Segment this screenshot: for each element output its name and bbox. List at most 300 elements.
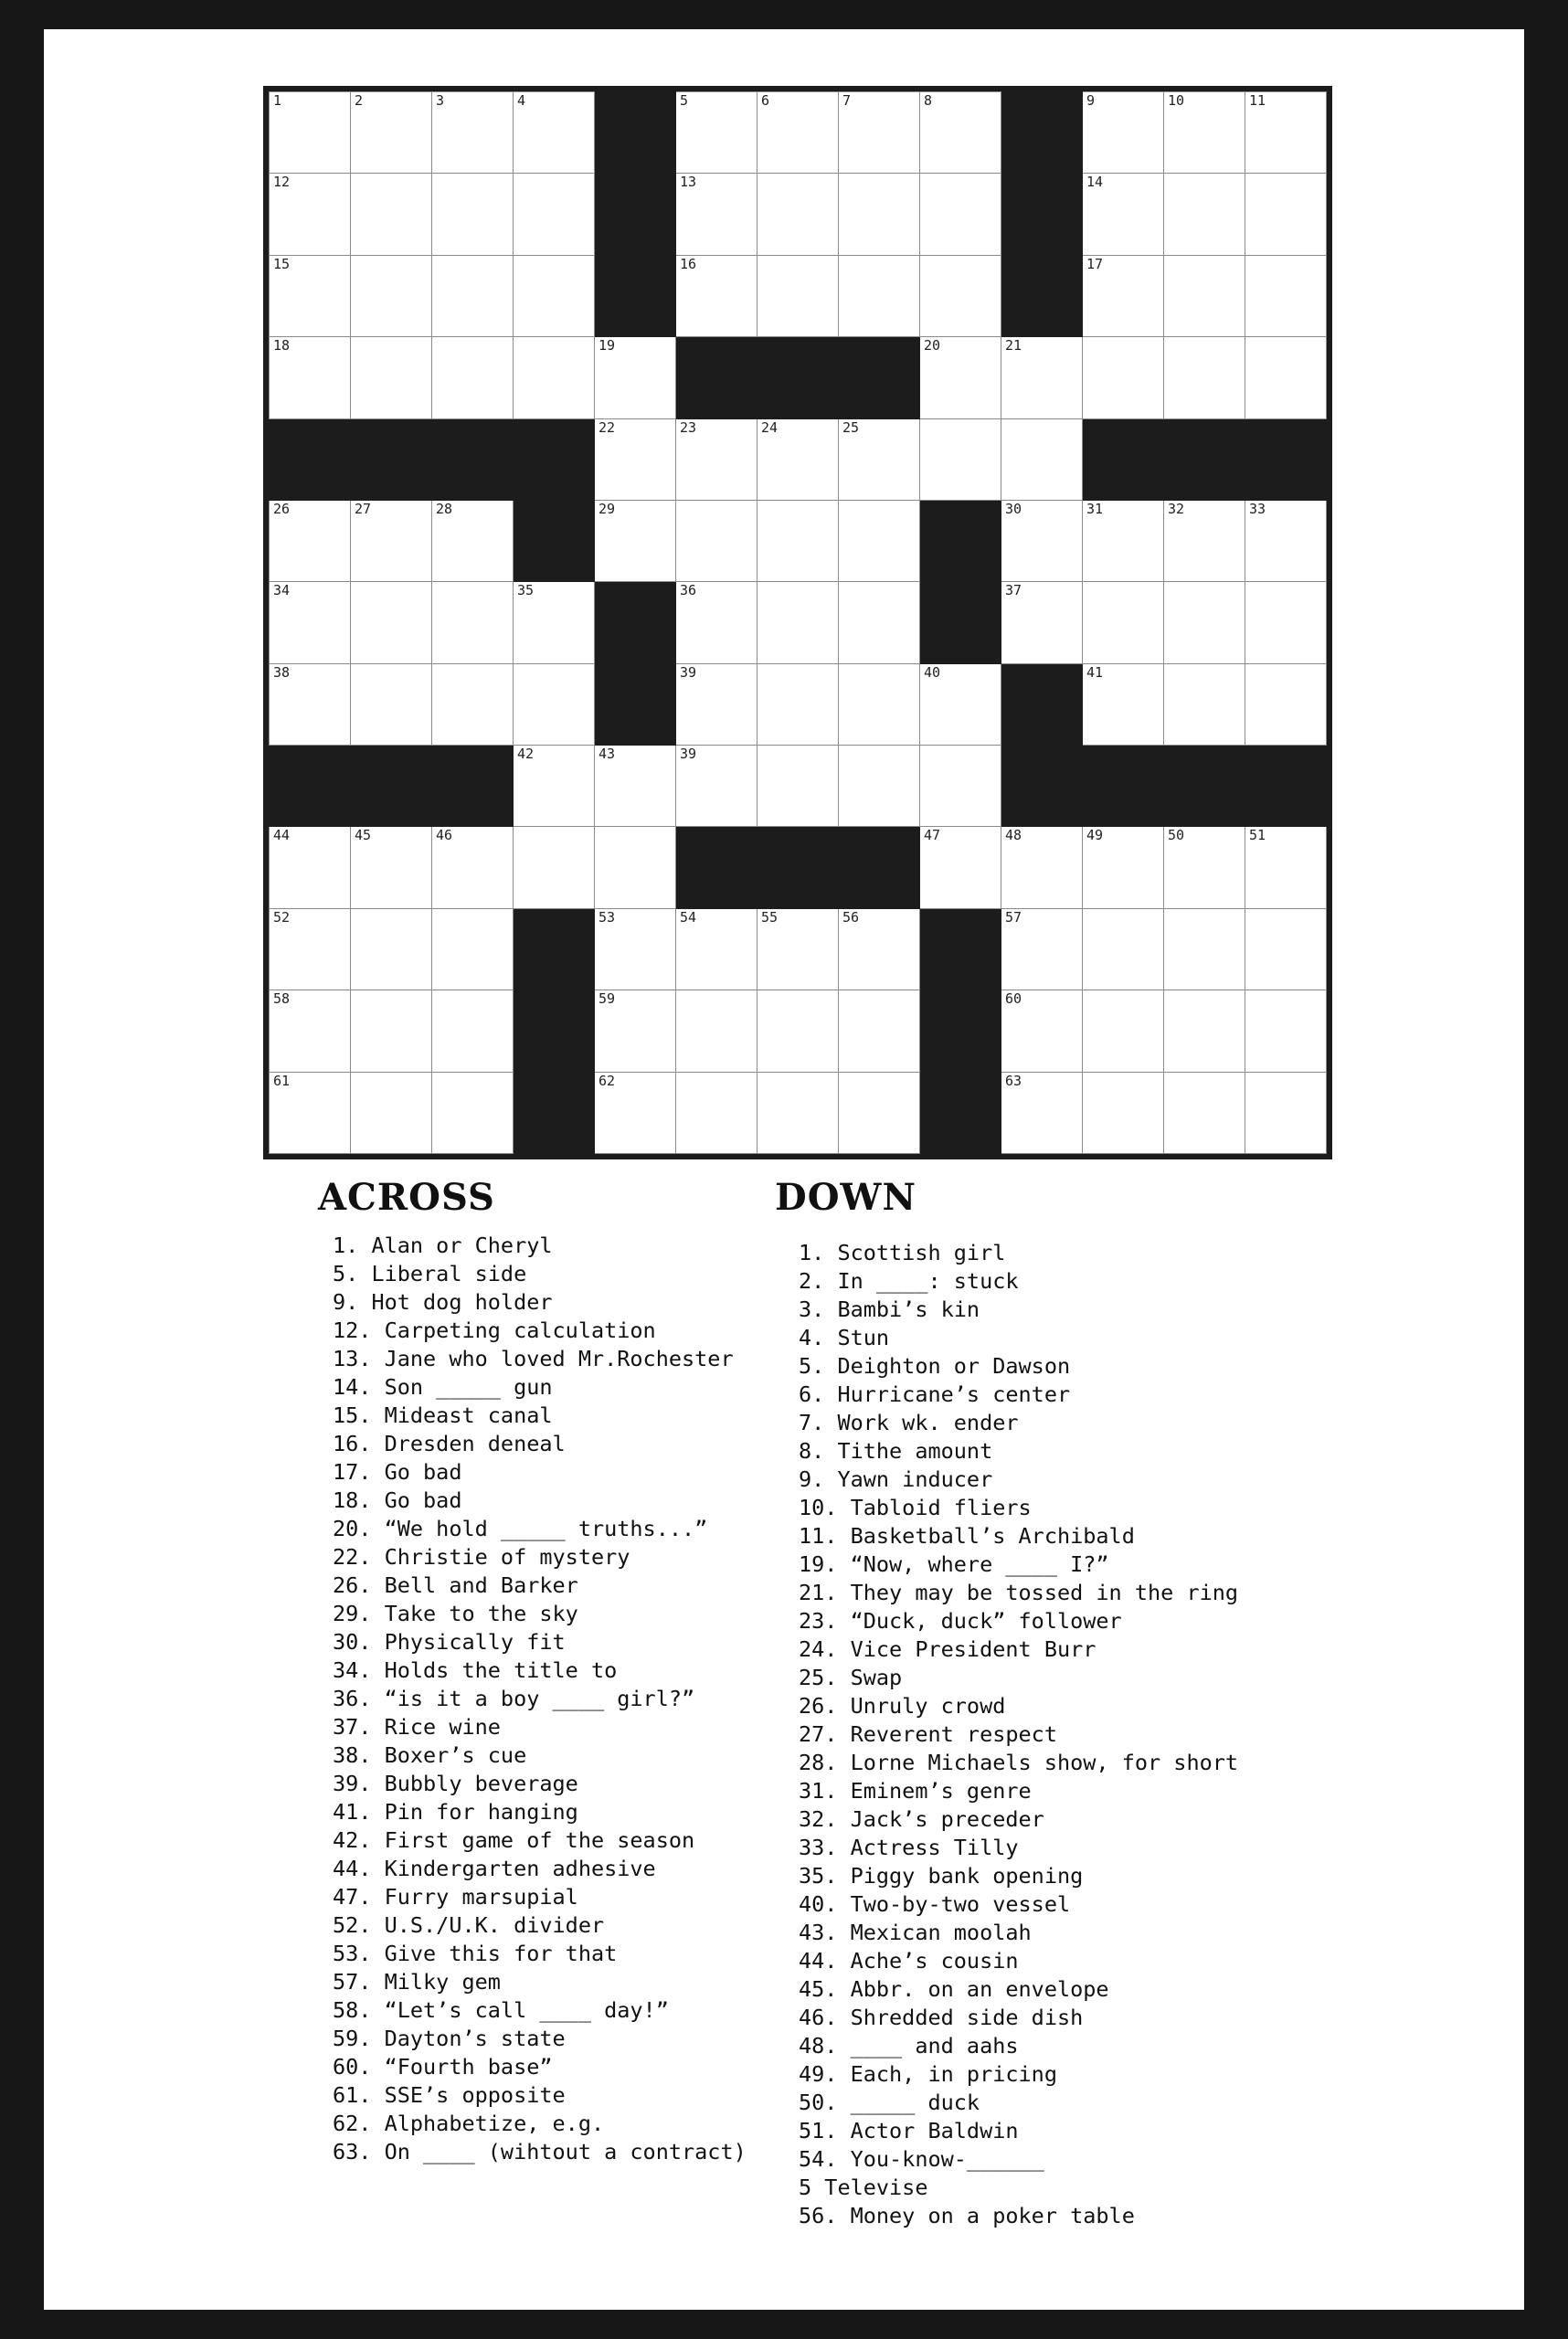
clue-item: 22. Christie of mystery (333, 1544, 630, 1570)
grid-cell-block (595, 92, 676, 174)
grid-cell[interactable] (676, 255, 758, 336)
grid-cell-block (1001, 663, 1083, 745)
grid-cell[interactable] (270, 582, 351, 663)
clue-item: 56. Money on a poker table (799, 2203, 1135, 2228)
grid-cell-block (758, 827, 839, 908)
grid-cell[interactable] (839, 990, 920, 1072)
grid-cell-number: 9 (1086, 92, 1096, 109)
grid-cell[interactable] (676, 174, 758, 255)
grid-cell-number: 55 (761, 908, 779, 926)
grid-cell-block (920, 1072, 1001, 1154)
grid-cell[interactable] (270, 827, 351, 908)
grid-cell[interactable] (758, 990, 839, 1072)
grid-cell[interactable] (595, 908, 676, 990)
grid-cell[interactable] (270, 500, 351, 581)
grid-cell-number: 39 (680, 663, 697, 681)
grid-cell[interactable] (1001, 990, 1083, 1072)
crossword-grid-container[interactable] (263, 86, 1332, 1159)
clue-item: 8. Tithe amount (799, 1438, 993, 1464)
grid-cell[interactable] (595, 337, 676, 418)
grid-cell-number: 21 (1005, 337, 1022, 355)
grid-cell-block (595, 663, 676, 745)
grid-cell-number: 63 (1005, 1072, 1022, 1089)
grid-cell-block (758, 337, 839, 418)
grid-cell[interactable] (1083, 255, 1164, 336)
clue-item: 18. Go bad (333, 1487, 462, 1513)
grid-cell-number: 18 (273, 337, 291, 355)
grid-row (270, 255, 1327, 336)
grid-cell[interactable] (1164, 990, 1245, 1072)
grid-cell-block (1245, 746, 1327, 827)
grid-cell-block (270, 418, 351, 500)
grid-cell[interactable] (1001, 337, 1083, 418)
across-clue-list (318, 1232, 793, 2166)
grid-cell[interactable] (432, 827, 514, 908)
grid-cell-number: 58 (273, 990, 291, 1008)
clue-item: 20. “We hold _____ truths...” (333, 1516, 708, 1541)
grid-row (270, 418, 1327, 500)
grid-cell[interactable] (270, 1072, 351, 1154)
grid-cell[interactable] (676, 1072, 758, 1154)
grid-cell-block (270, 746, 351, 827)
clue-item: 27. Reverent respect (799, 1721, 1057, 1747)
grid-cell-number: 42 (517, 746, 535, 762)
grid-cell[interactable] (351, 827, 432, 908)
clue-item: 9. Yawn inducer (799, 1466, 993, 1492)
grid-cell-block (514, 908, 595, 990)
grid-cell-block (432, 746, 514, 827)
clue-item: 34. Holds the title to (333, 1657, 618, 1683)
grid-cell-number: 16 (680, 255, 697, 272)
grid-cell[interactable] (1245, 500, 1327, 581)
grid-cell[interactable] (920, 418, 1001, 500)
grid-cell-block (351, 418, 432, 500)
grid-cell[interactable] (758, 418, 839, 500)
grid-cell-block (514, 418, 595, 500)
clue-item: 6. Hurricane’s center (799, 1381, 1071, 1407)
clue-item: 10. Tabloid fliers (799, 1495, 1032, 1520)
grid-cell[interactable] (514, 174, 595, 255)
grid-row (270, 827, 1327, 908)
grid-cell[interactable] (1083, 500, 1164, 581)
grid-cell[interactable] (595, 746, 676, 827)
clue-item: 59. Dayton’s state (333, 2026, 566, 2051)
grid-cell[interactable] (758, 255, 839, 336)
grid-cell[interactable] (351, 582, 432, 663)
grid-cell[interactable] (1164, 92, 1245, 174)
clue-item: 1. Scottish girl (799, 1240, 1006, 1265)
clue-item: 38. Boxer’s cue (333, 1742, 527, 1768)
clue-item: 29. Take to the sky (333, 1601, 578, 1626)
grid-cell-number: 31 (1086, 500, 1104, 517)
clue-item: 49. Each, in pricing (799, 2061, 1057, 2087)
grid-cell[interactable] (839, 255, 920, 336)
clue-item: 3. Bambi’s kin (799, 1297, 980, 1322)
grid-cell[interactable] (758, 1072, 839, 1154)
grid-cell-number: 45 (355, 827, 372, 844)
grid-cell[interactable] (270, 663, 351, 745)
clue-item: 39. Bubbly beverage (333, 1771, 578, 1796)
grid-cell-number: 22 (599, 418, 616, 436)
grid-cell[interactable] (920, 92, 1001, 174)
grid-cell[interactable] (1245, 174, 1327, 255)
grid-cell[interactable] (432, 255, 514, 336)
grid-cell-number: 39 (680, 746, 697, 762)
grid-cell[interactable] (676, 500, 758, 581)
grid-cell-number: 8 (924, 92, 933, 109)
grid-cell-number: 10 (1168, 92, 1185, 109)
grid-cell[interactable] (1164, 337, 1245, 418)
grid-cell[interactable] (351, 1072, 432, 1154)
clue-item: 53. Give this for that (333, 1941, 618, 1966)
grid-cell-number: 3 (436, 92, 445, 109)
clue-item: 61. SSE’s opposite (333, 2082, 566, 2108)
grid-cell[interactable] (676, 418, 758, 500)
down-column (775, 1176, 1287, 2230)
grid-cell[interactable] (432, 582, 514, 663)
grid-cell[interactable] (839, 174, 920, 255)
grid-cell[interactable] (676, 582, 758, 663)
grid-cell[interactable] (1083, 663, 1164, 745)
clue-item: 43. Mexican moolah (799, 1920, 1032, 1945)
clue-item: 41. Pin for hanging (333, 1799, 578, 1825)
grid-cell[interactable] (758, 92, 839, 174)
clue-item: 50. _____ duck (799, 2090, 980, 2115)
grid-cell[interactable] (351, 908, 432, 990)
grid-cell-number: 23 (680, 418, 697, 436)
clue-item: 5. Deighton or Dawson (799, 1353, 1071, 1379)
grid-cell[interactable] (758, 174, 839, 255)
grid-cell-block (676, 337, 758, 418)
grid-cell[interactable] (1245, 582, 1327, 663)
grid-cell-block (1001, 92, 1083, 174)
grid-cell-number: 51 (1249, 827, 1266, 844)
grid-cell-number: 50 (1168, 827, 1185, 844)
clue-item: 44. Kindergarten adhesive (333, 1856, 656, 1881)
clue-item: 21. They may be tossed in the ring (799, 1580, 1239, 1605)
grid-cell-number: 62 (599, 1072, 616, 1089)
grid-cell[interactable] (432, 1072, 514, 1154)
grid-cell-number: 14 (1086, 174, 1104, 191)
grid-cell-block (1245, 418, 1327, 500)
grid-cell[interactable] (676, 908, 758, 990)
grid-cell-number: 29 (599, 500, 616, 517)
grid-cell[interactable] (920, 337, 1001, 418)
grid-cell[interactable] (1164, 174, 1245, 255)
grid-cell[interactable] (595, 1072, 676, 1154)
grid-cell[interactable] (1083, 582, 1164, 663)
grid-row (270, 582, 1327, 663)
grid-cell-block (351, 746, 432, 827)
grid-cell[interactable] (1245, 1072, 1327, 1154)
grid-cell[interactable] (1245, 908, 1327, 990)
grid-cell-number: 2 (355, 92, 364, 109)
grid-cell[interactable] (758, 500, 839, 581)
grid-cell-block (1083, 418, 1164, 500)
grid-cell[interactable] (839, 908, 920, 990)
grid-row (270, 174, 1327, 255)
grid-cell-number: 11 (1249, 92, 1266, 109)
grid-cell[interactable] (514, 582, 595, 663)
grid-row (270, 746, 1327, 827)
grid-cell[interactable] (758, 663, 839, 745)
grid-cell[interactable] (270, 174, 351, 255)
clue-item: 33. Actress Tilly (799, 1835, 1019, 1860)
grid-cell-block (839, 337, 920, 418)
grid-cell[interactable] (1245, 337, 1327, 418)
grid-cell[interactable] (514, 663, 595, 745)
grid-cell[interactable] (1245, 255, 1327, 336)
clue-item: 13. Jane who loved Mr.Rochester (333, 1346, 734, 1371)
grid-cell-number: 35 (517, 582, 535, 599)
grid-cell-number: 57 (1005, 908, 1022, 926)
grid-cell[interactable] (1164, 255, 1245, 336)
grid-cell[interactable] (839, 92, 920, 174)
grid-cell[interactable] (351, 663, 432, 745)
grid-cell-block (1001, 174, 1083, 255)
across-heading: ACROSS (318, 1176, 495, 1219)
grid-cell-number: 46 (436, 827, 453, 844)
clue-item: 5 Televise (799, 2175, 928, 2200)
grid-cell[interactable] (676, 663, 758, 745)
grid-row (270, 337, 1327, 418)
grid-cell[interactable] (1001, 908, 1083, 990)
grid-cell-number: 40 (924, 663, 941, 681)
grid-cell[interactable] (595, 418, 676, 500)
clue-item: 9. Hot dog holder (333, 1289, 553, 1315)
grid-cell[interactable] (270, 255, 351, 336)
grid-cell[interactable] (1245, 663, 1327, 745)
grid-cell[interactable] (432, 990, 514, 1072)
clue-item: 31. Eminem’s genre (799, 1778, 1032, 1804)
grid-cell[interactable] (432, 500, 514, 581)
grid-cell[interactable] (270, 337, 351, 418)
grid-cell[interactable] (839, 582, 920, 663)
grid-cell-number: 34 (273, 582, 291, 599)
clue-item: 19. “Now, where ____ I?” (799, 1551, 1109, 1577)
grid-cell[interactable] (1083, 1072, 1164, 1154)
grid-cell-number: 43 (599, 746, 616, 762)
grid-cell[interactable] (1083, 827, 1164, 908)
grid-cell-number: 32 (1168, 500, 1185, 517)
grid-cell[interactable] (1001, 1072, 1083, 1154)
grid-cell-block (1164, 418, 1245, 500)
clue-item: 2. In ____: stuck (799, 1268, 1019, 1294)
grid-cell-number: 28 (436, 500, 453, 517)
grid-cell-number: 41 (1086, 663, 1104, 681)
grid-cell-number: 7 (842, 92, 852, 109)
grid-cell[interactable] (432, 337, 514, 418)
grid-row (270, 1072, 1327, 1154)
grid-cell-number: 60 (1005, 990, 1022, 1008)
clue-item: 63. On ____ (wihtout a contract) (333, 2139, 747, 2164)
clue-item: 35. Piggy bank opening (799, 1863, 1084, 1889)
grid-cell-number: 25 (842, 418, 860, 436)
grid-cell[interactable] (676, 990, 758, 1072)
grid-cell-number: 36 (680, 582, 697, 599)
page-sheet (44, 29, 1524, 2310)
grid-cell[interactable] (514, 255, 595, 336)
clue-item: 46. Shredded side dish (799, 2005, 1084, 2030)
grid-cell[interactable] (351, 500, 432, 581)
grid-cell[interactable] (1164, 663, 1245, 745)
grid-cell-number: 54 (680, 908, 697, 926)
grid-cell-number: 52 (273, 908, 291, 926)
grid-cell-number: 30 (1005, 500, 1022, 517)
grid-cell[interactable] (1245, 92, 1327, 174)
clue-item: 51. Actor Baldwin (799, 2118, 1019, 2143)
grid-cell[interactable] (432, 663, 514, 745)
grid-cell-number: 38 (273, 663, 291, 681)
grid-cell[interactable] (839, 1072, 920, 1154)
clue-item: 25. Swap (799, 1665, 903, 1690)
grid-cell-block (839, 827, 920, 908)
clue-item: 45. Abbr. on an envelope (799, 1976, 1109, 2002)
grid-cell-number: 37 (1005, 582, 1022, 599)
grid-cell[interactable] (1164, 827, 1245, 908)
grid-cell[interactable] (920, 746, 1001, 827)
clue-item: 58. “Let’s call ____ day!” (333, 1997, 669, 2023)
grid-cell[interactable] (920, 827, 1001, 908)
grid-cell[interactable] (1245, 827, 1327, 908)
grid-cell[interactable] (351, 337, 432, 418)
clue-item: 5. Liberal side (333, 1261, 527, 1286)
clue-item: 11. Basketball’s Archibald (799, 1523, 1135, 1549)
grid-cell-number: 20 (924, 337, 941, 355)
grid-cell[interactable] (1245, 990, 1327, 1072)
grid-cell[interactable] (432, 174, 514, 255)
grid-cell[interactable] (514, 92, 595, 174)
grid-cell[interactable] (839, 663, 920, 745)
across-column (318, 1176, 793, 2166)
clue-item: 32. Jack’s preceder (799, 1806, 1044, 1832)
clue-item: 37. Rice wine (333, 1714, 501, 1740)
grid-cell-number: 53 (599, 908, 616, 926)
grid-cell[interactable] (1083, 908, 1164, 990)
grid-row (270, 990, 1327, 1072)
grid-cell[interactable] (1083, 337, 1164, 418)
grid-cell[interactable] (1001, 582, 1083, 663)
grid-cell-number: 27 (355, 500, 372, 517)
grid-cell[interactable] (1164, 582, 1245, 663)
clue-item: 4. Stun (799, 1325, 890, 1350)
clue-item: 17. Go bad (333, 1459, 462, 1485)
clue-item: 7. Work wk. ender (799, 1410, 1019, 1435)
grid-cell[interactable] (758, 582, 839, 663)
grid-cell-block (920, 582, 1001, 663)
grid-cell-block (1164, 746, 1245, 827)
clue-item: 14. Son _____ gun (333, 1374, 553, 1400)
grid-cell[interactable] (1001, 827, 1083, 908)
clue-item: 16. Dresden deneal (333, 1431, 566, 1456)
clue-item: 60. “Fourth base” (333, 2054, 553, 2080)
clue-item: 26. Bell and Barker (333, 1572, 578, 1598)
grid-cell[interactable] (920, 663, 1001, 745)
grid-cell[interactable] (595, 827, 676, 908)
crossword-grid[interactable] (269, 91, 1327, 1154)
grid-cell-block (920, 990, 1001, 1072)
grid-row (270, 908, 1327, 990)
grid-cell[interactable] (676, 746, 758, 827)
grid-cell-number: 19 (599, 337, 616, 355)
grid-cell-number: 1 (273, 92, 282, 109)
grid-cell[interactable] (1164, 500, 1245, 581)
clue-item: 52. U.S./U.K. divider (333, 1912, 605, 1938)
clue-item: 57. Milky gem (333, 1969, 501, 1995)
grid-cell[interactable] (758, 746, 839, 827)
grid-cell[interactable] (270, 92, 351, 174)
grid-cell-block (514, 990, 595, 1072)
down-clue-list (775, 1239, 1287, 2230)
clue-item: 30. Physically fit (333, 1629, 566, 1655)
grid-cell[interactable] (1001, 500, 1083, 581)
grid-cell-block (1001, 746, 1083, 827)
grid-cell-number: 4 (517, 92, 526, 109)
grid-cell[interactable] (514, 746, 595, 827)
grid-cell-block (595, 582, 676, 663)
grid-cell-number: 48 (1005, 827, 1022, 844)
down-heading: DOWN (775, 1176, 917, 1219)
clue-item: 23. “Duck, duck” follower (799, 1608, 1122, 1634)
clue-item: 15. Mideast canal (333, 1402, 553, 1428)
clue-item: 24. Vice President Burr (799, 1636, 1097, 1662)
grid-cell[interactable] (432, 908, 514, 990)
grid-cell[interactable] (1083, 92, 1164, 174)
clue-item: 1. Alan or Cheryl (333, 1233, 553, 1258)
grid-cell[interactable] (595, 990, 676, 1072)
grid-cell-block (432, 418, 514, 500)
grid-cell[interactable] (351, 92, 432, 174)
grid-cell[interactable] (1001, 418, 1083, 500)
grid-cell-block (595, 255, 676, 336)
clue-item: 28. Lorne Michaels show, for short (799, 1750, 1239, 1775)
grid-cell-number: 61 (273, 1072, 291, 1089)
grid-cell[interactable] (1083, 174, 1164, 255)
grid-cell-number: 59 (599, 990, 616, 1008)
grid-cell-block (595, 174, 676, 255)
grid-cell[interactable] (1164, 908, 1245, 990)
clue-item: 26. Unruly crowd (799, 1693, 1006, 1719)
grid-cell[interactable] (1164, 1072, 1245, 1154)
grid-cell[interactable] (351, 990, 432, 1072)
grid-cell[interactable] (351, 174, 432, 255)
clue-item: 12. Carpeting calculation (333, 1318, 656, 1343)
grid-cell[interactable] (839, 418, 920, 500)
grid-cell-block (514, 500, 595, 581)
grid-cell-number: 12 (273, 174, 291, 191)
grid-cell[interactable] (270, 908, 351, 990)
grid-cell[interactable] (514, 337, 595, 418)
grid-cell[interactable] (270, 990, 351, 1072)
grid-cell[interactable] (839, 746, 920, 827)
clue-item: 47. Furry marsupial (333, 1884, 578, 1910)
clue-item: 44. Ache’s cousin (799, 1948, 1019, 1974)
grid-cell[interactable] (920, 255, 1001, 336)
grid-cell-number: 49 (1086, 827, 1104, 844)
grid-cell[interactable] (595, 500, 676, 581)
grid-cell-block (920, 500, 1001, 581)
grid-cell[interactable] (351, 255, 432, 336)
grid-cell[interactable] (758, 908, 839, 990)
grid-cell[interactable] (839, 500, 920, 581)
grid-cell[interactable] (676, 92, 758, 174)
grid-cell[interactable] (1083, 990, 1164, 1072)
grid-cell[interactable] (432, 92, 514, 174)
grid-cell[interactable] (514, 827, 595, 908)
grid-cell-block (514, 1072, 595, 1154)
clue-item: 62. Alphabetize, e.g. (333, 2111, 605, 2136)
grid-cell[interactable] (920, 174, 1001, 255)
